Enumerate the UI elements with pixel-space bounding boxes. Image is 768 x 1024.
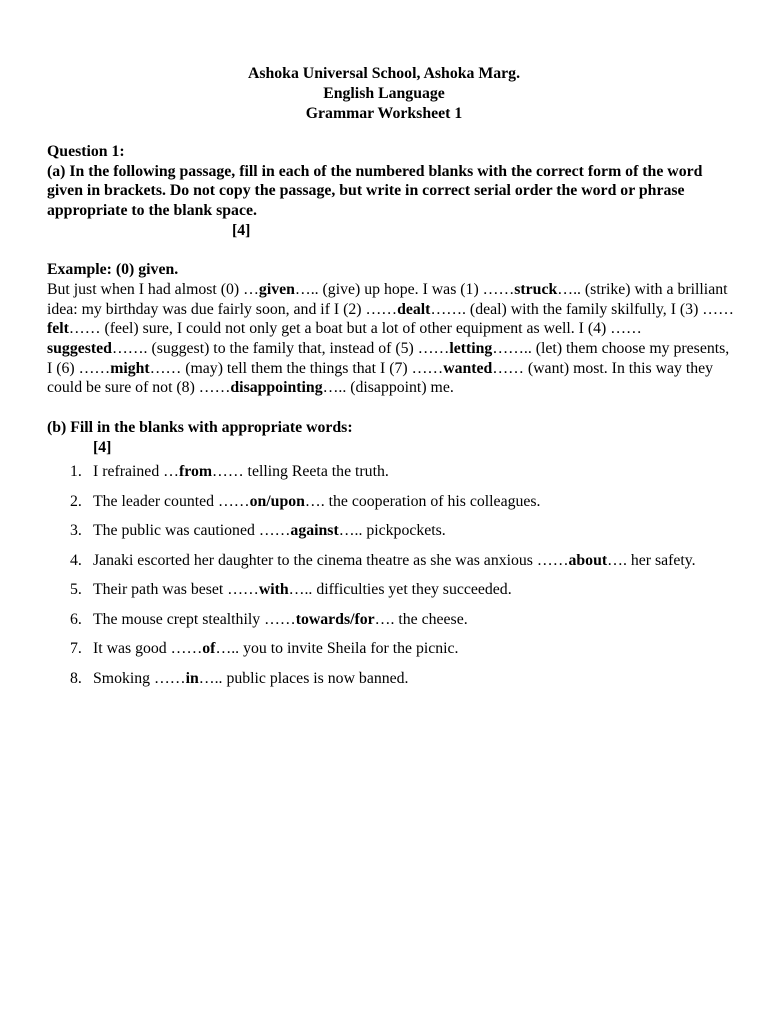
worksheet-content	[47, 142, 737, 693]
item-number: 1.	[70, 463, 82, 481]
spacer	[47, 241, 737, 261]
item-answer: in	[185, 669, 199, 687]
passage-answer: suggested	[47, 340, 112, 358]
example-line: Example: (0) given.	[47, 261, 179, 279]
passage-segment: ……. (deal) with the family skilfully, I (3) ……	[430, 300, 734, 318]
item-text-after: ….. you to invite Sheila for the picnic.	[215, 640, 459, 658]
item-number: 3.	[70, 522, 82, 540]
spacer	[47, 398, 737, 418]
passage-answer: might	[110, 359, 150, 377]
passage-segment: …….. (let) them choose my presents, I (6) ……	[47, 340, 730, 377]
worksheet-title: Grammar Worksheet 1	[305, 105, 463, 122]
item-number: 8.	[70, 669, 82, 687]
part-b-heading: (b) Fill in the blanks with appropriate words:	[47, 418, 353, 436]
part-b-marks: [4]	[93, 438, 112, 456]
passage-segment: …… (want) most. In this way they could be sure of not (8) ……	[47, 359, 714, 397]
passage-segment: ….. (strike) with a brilliant idea: my birthday was due fairly soon, and if I (2) ……	[47, 280, 728, 318]
item-text-after: …. the cooperation of his colleagues.	[304, 492, 541, 510]
item-answer: with	[258, 581, 289, 599]
item-number: 6.	[70, 610, 82, 628]
part-a-instruction: (a) In the following passage, fill in each of the numbered blanks with the correct form of the word given in brackets. Do not copy the passage, but write in correct serial order the word or phrase appropriate to the blank space.	[47, 162, 703, 220]
passage-segment: …… (may) tell them the things that I (7) ……	[149, 359, 444, 377]
passage-answer: struck	[514, 280, 558, 298]
item-text-after: …. the cheese.	[374, 610, 468, 628]
passage-answer: letting	[449, 340, 493, 358]
part-a-marks: [4]	[232, 221, 251, 239]
list-item	[47, 516, 737, 546]
item-text-before: I refrained …	[93, 463, 179, 481]
item-number: 7.	[70, 640, 82, 658]
passage-answer: given	[258, 280, 295, 298]
item-text-before: The mouse crept stealthily ……	[93, 610, 296, 628]
list-item	[47, 634, 737, 664]
item-number: 4.	[70, 551, 82, 569]
item-answer: of	[202, 640, 216, 658]
item-text-before: The public was cautioned ……	[93, 522, 291, 540]
worksheet-header	[0, 64, 768, 124]
item-text-before: Their path was beset ……	[93, 581, 259, 599]
school-name: Ashoka Universal School, Ashoka Marg.	[247, 65, 521, 82]
list-item	[47, 487, 737, 517]
question-title: Question 1:	[47, 143, 125, 160]
item-text-before: Janaki escorted her daughter to the cinema theatre as she was anxious ……	[93, 551, 569, 569]
item-text-after: …. her safety.	[607, 551, 696, 569]
list-item	[47, 575, 737, 605]
item-text-before: It was good ……	[93, 640, 203, 658]
item-answer: against	[290, 522, 339, 540]
item-answer: from	[178, 463, 213, 481]
item-number: 5.	[70, 581, 82, 599]
passage-answer: disappointing	[230, 379, 323, 397]
item-number: 2.	[70, 492, 82, 510]
passage-segment: ….. (disappoint) me.	[322, 379, 454, 397]
passage-segment: …… (feel) sure, I could not only get a boat but a lot of other equipment as well. I (4) ……	[68, 320, 642, 338]
item-text-after: ….. public places is now banned.	[198, 669, 409, 687]
list-item	[47, 664, 737, 694]
item-text-after: ….. difficulties yet they succeeded.	[288, 581, 512, 599]
passage-answer: wanted	[443, 359, 493, 377]
subject-name: English Language	[323, 85, 445, 102]
item-text-after: …… telling Reeta the truth.	[212, 463, 389, 481]
list-item	[47, 457, 737, 487]
list-item	[47, 546, 737, 576]
list-item	[47, 605, 737, 635]
item-answer: towards/for	[295, 610, 375, 628]
passage-segment: ….. (give) up hope. I was (1) ……	[294, 280, 515, 298]
item-answer: about	[568, 551, 608, 569]
item-text-before: The leader counted ……	[93, 492, 250, 510]
passage-segment: But just when I had almost (0) …	[47, 280, 259, 298]
passage-segment: ……. (suggest) to the family that, instead of (5) ……	[111, 340, 450, 358]
passage-answer: dealt	[397, 300, 431, 318]
item-text-after: ….. pickpockets.	[338, 522, 446, 540]
fill-in-list	[47, 457, 737, 693]
passage-text	[47, 280, 737, 398]
item-answer: on/upon	[249, 492, 305, 510]
passage-answer: felt	[47, 320, 69, 338]
item-text-before: Smoking ……	[93, 669, 186, 687]
